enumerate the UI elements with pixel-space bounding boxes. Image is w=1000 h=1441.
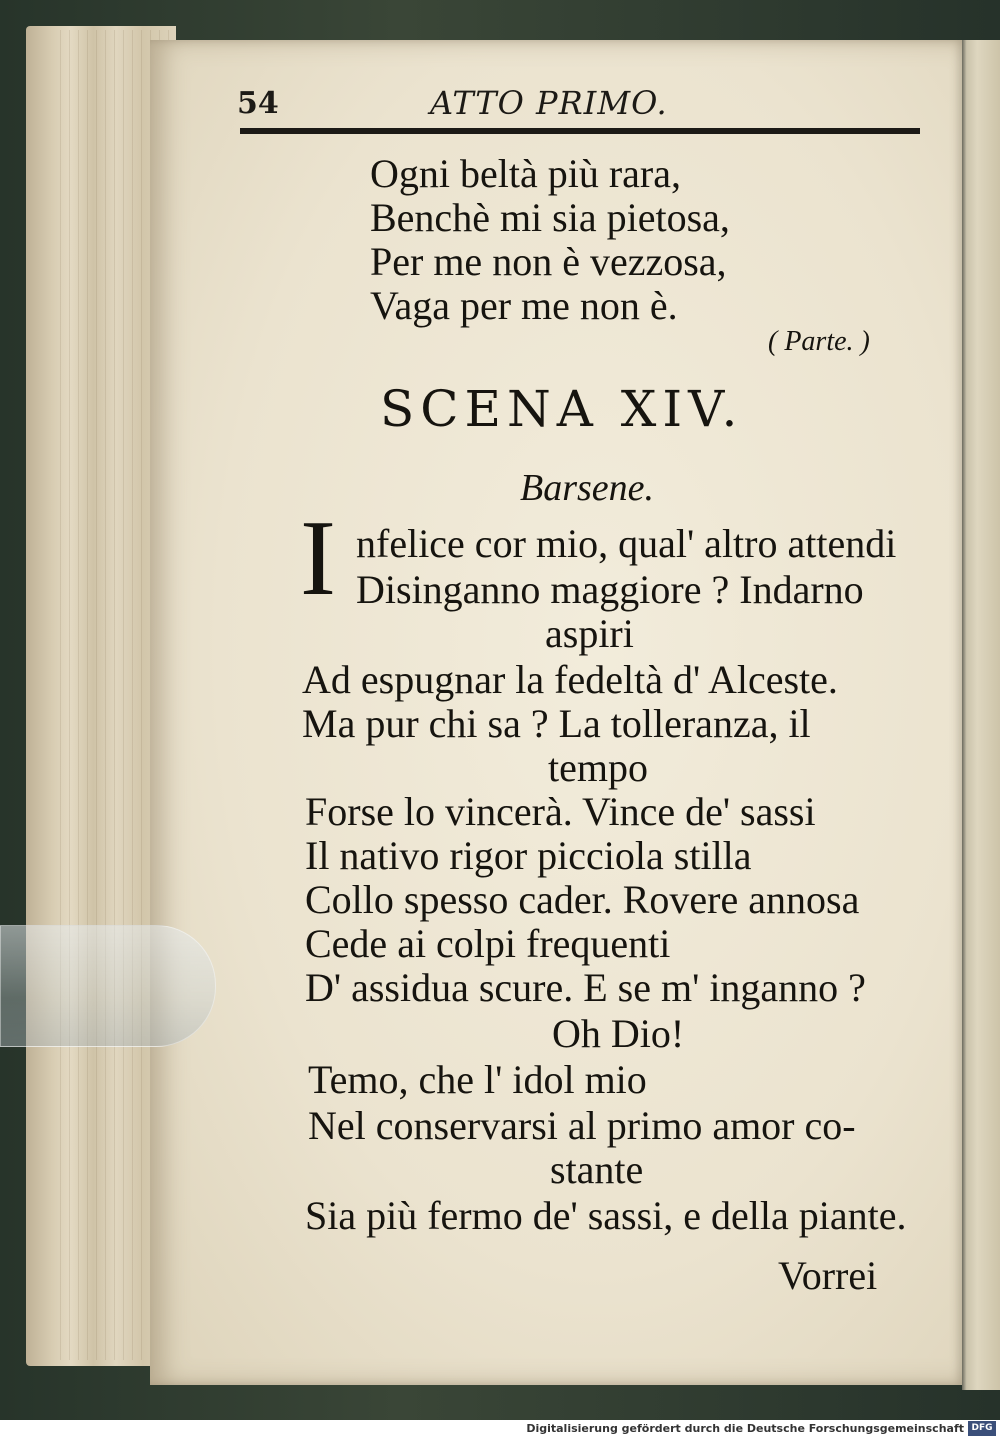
facing-page-edge bbox=[962, 40, 1000, 1390]
recitative-line: tempo bbox=[548, 745, 648, 790]
aria-line: Benchè mi sia pietosa, bbox=[370, 195, 730, 240]
catchword: Vorrei bbox=[778, 1253, 878, 1298]
stage-direction: ( Parte. ) bbox=[768, 326, 870, 357]
dfg-logo: DFG bbox=[968, 1421, 996, 1436]
recitative-line: Nel conservarsi al primo amor co- bbox=[308, 1103, 856, 1148]
aria-line: Per me non è vezzosa, bbox=[370, 239, 727, 284]
recitative-line: D' assidua scure. E se m' inganno ? bbox=[305, 965, 866, 1010]
aria-line: Vaga per me non è. bbox=[370, 283, 678, 328]
recitative-line: aspiri bbox=[545, 611, 634, 656]
recitative-line: Ma pur chi sa ? La tolleranza, il bbox=[302, 701, 811, 746]
digitization-credit: Digitalisierung gefördert durch die Deutsche Forschungsgemeinschaft bbox=[526, 1422, 964, 1435]
recitative-line: stante bbox=[550, 1147, 644, 1192]
recitative-line: Forse lo vincerà. Vince de' sassi bbox=[305, 789, 816, 834]
scene-title: SCENA XIV. bbox=[380, 380, 744, 438]
recitative-line: Ad espugnar la fedeltà d' Alceste. bbox=[302, 657, 838, 702]
recitative-line: Oh Dio! bbox=[552, 1011, 685, 1056]
recitative-line: Disinganno maggiore ? Indarno bbox=[356, 567, 864, 612]
recitative-line: Il nativo rigor picciola stilla bbox=[305, 833, 752, 878]
aria-line: Ogni beltà più rara, bbox=[370, 151, 681, 196]
recitative-line: Cede ai colpi frequenti bbox=[305, 921, 671, 966]
recitative-line: nfelice cor mio, qual' altro attendi bbox=[356, 521, 897, 566]
recitative-line: Collo spesso cader. Rovere annosa bbox=[305, 877, 860, 922]
recitative-line: Temo, che l' idol mio bbox=[308, 1057, 647, 1102]
drop-cap: I bbox=[300, 499, 336, 618]
glass-page-weight bbox=[0, 925, 216, 1047]
character-name: Barsene. bbox=[520, 467, 655, 509]
recitative-line: Sia più fermo de' sassi, e della piante. bbox=[305, 1193, 907, 1238]
page-number: 54 bbox=[237, 86, 279, 121]
header-rule bbox=[240, 128, 920, 134]
page-header bbox=[235, 82, 920, 134]
running-title: ATTO PRIMO. bbox=[430, 84, 668, 122]
